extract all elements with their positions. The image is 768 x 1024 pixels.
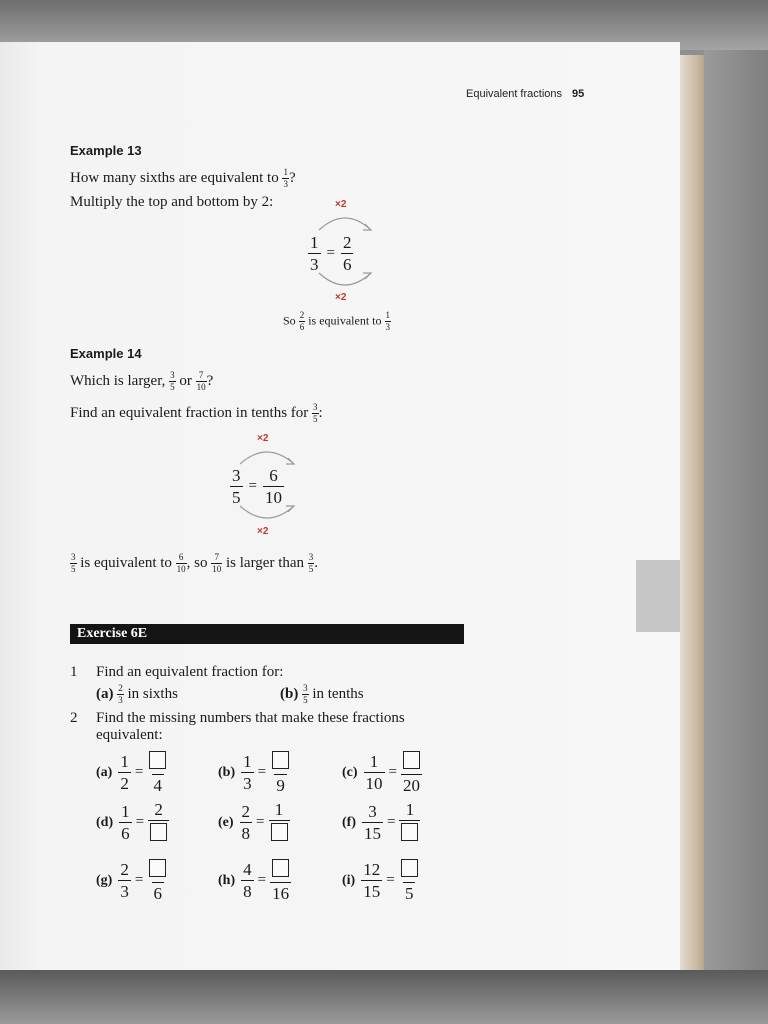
item-label: (i) xyxy=(342,872,356,888)
chapter-thumb-tab xyxy=(636,560,680,632)
example-14-title: Example 14 xyxy=(70,346,142,361)
answer-fraction: 16 xyxy=(270,859,291,902)
item-label: (a) xyxy=(96,764,113,780)
multiply-arrow-top xyxy=(313,212,377,232)
multiply-arrow-bottom xyxy=(313,271,377,291)
answer-fraction: 1 xyxy=(269,801,290,844)
fraction: $\frac{7}{10}$ xyxy=(212,552,222,574)
question-1a: (a) $\frac{2}{3}$ in sixths xyxy=(96,683,178,705)
given-fraction: $\frac{1}{2}$ xyxy=(120,752,129,793)
equals-sign: = xyxy=(134,872,144,888)
question-1-number: 1 xyxy=(70,664,78,680)
fraction: $\frac{3}{5}$ xyxy=(71,552,76,574)
answer-fraction: 6 xyxy=(147,859,168,902)
answer-box xyxy=(401,859,418,877)
equals-sign: = xyxy=(257,872,267,888)
answer-box xyxy=(149,859,166,877)
item-label: (d) xyxy=(96,814,114,830)
equals-sign: = xyxy=(135,814,145,830)
answer-box xyxy=(149,751,166,769)
book-page-edge xyxy=(680,55,704,970)
example-13-conclusion: So $\frac{2}{6}$ is equivalent to $\frac{1}{3}$ xyxy=(283,310,391,332)
answer-fraction: 20 xyxy=(401,751,422,794)
multiplier-bottom-label: ×2 xyxy=(335,292,347,303)
scan-background-right xyxy=(704,50,768,970)
example-14-equation: $\frac{3}{5}$ = $\frac{6}{10}$ xyxy=(232,466,282,507)
question-2-number: 2 xyxy=(70,710,78,726)
answer-box xyxy=(272,859,289,877)
question-2-item xyxy=(342,859,420,902)
exercise-title-bar: Exercise 6E xyxy=(70,624,464,644)
item-label: (g) xyxy=(96,872,113,888)
answer-fraction: 1 xyxy=(399,801,420,844)
item-label: (h) xyxy=(218,872,236,888)
multiplier-top-label: ×2 xyxy=(335,199,347,210)
answer-box xyxy=(150,823,167,841)
answer-fraction: 9 xyxy=(270,751,291,794)
equals-sign: = xyxy=(257,764,267,780)
equals-sign: = xyxy=(388,764,398,780)
fraction: $\frac{6}{10}$ xyxy=(264,466,282,507)
item-label: (f) xyxy=(342,814,356,830)
multiply-arrow-bottom xyxy=(234,504,300,524)
given-fraction: $\frac{3}{15}$ xyxy=(364,802,381,843)
item-label: (e) xyxy=(218,814,234,830)
given-fraction: $\frac{2}{8}$ xyxy=(241,802,251,843)
question-1b: (b) $\frac{3}{5}$ in tenths xyxy=(280,683,364,705)
question-1-text: Find an equivalent fraction for: xyxy=(96,664,284,680)
example-14-conclusion: $\frac{3}{5}$ is equivalent to $\frac{6}{10}$ , so $\frac{7}{10}$ is larger than $\frac{3}{5}$ . xyxy=(71,552,319,574)
equals-sign: = xyxy=(387,814,396,830)
question-2-item xyxy=(218,859,291,902)
answer-fraction: 4 xyxy=(147,751,168,794)
given-fraction: $\frac{2}{3}$ xyxy=(120,860,129,901)
page-number: 95 xyxy=(572,88,585,100)
fraction: $\frac{3}{5}$ xyxy=(232,466,241,507)
given-fraction: $\frac{4}{8}$ xyxy=(243,860,252,901)
question-2-item xyxy=(218,751,291,794)
question-2-item xyxy=(96,859,168,902)
question-2-item xyxy=(342,751,422,794)
question-2-item xyxy=(96,801,169,844)
fraction: $\frac{2}{6}$ xyxy=(342,233,352,274)
fraction: $\frac{3}{5}$ xyxy=(313,402,318,424)
fraction: $\frac{3}{5}$ xyxy=(308,552,314,574)
equals-sign: = xyxy=(386,872,395,888)
fraction: $\frac{1}{3}$ xyxy=(385,310,391,332)
header-title: Equivalent fractions xyxy=(466,88,562,100)
example-13-question: How many sixths are equivalent to $\frac{1}{3}$ ? xyxy=(70,167,296,189)
given-fraction: $\frac{1}{10}$ xyxy=(365,752,383,793)
given-fraction: $\frac{1}{3}$ xyxy=(243,752,252,793)
equals-sign: = xyxy=(134,764,144,780)
fraction: $\frac{1}{3}$ xyxy=(283,167,288,189)
fraction: $\frac{6}{10}$ xyxy=(176,552,186,574)
answer-box xyxy=(403,751,420,769)
answer-fraction: 2 xyxy=(148,801,169,844)
example-13-equation: $\frac{1}{3}$ = $\frac{2}{6}$ xyxy=(310,233,352,274)
answer-box xyxy=(401,823,418,841)
question-2-text-line2: equivalent: xyxy=(96,727,163,743)
multiplier-top-label: ×2 xyxy=(257,433,269,444)
given-fraction: $\frac{12}{15}$ xyxy=(363,860,381,901)
question-2-item xyxy=(96,751,168,794)
given-fraction: $\frac{1}{6}$ xyxy=(121,802,130,843)
item-label: (c) xyxy=(342,764,358,780)
fraction: $\frac{3}{5}$ xyxy=(303,683,308,705)
example-13-instruction: Multiply the top and bottom by 2: xyxy=(70,194,274,210)
question-2-item xyxy=(218,801,290,844)
scan-background-bottom xyxy=(0,970,768,1024)
item-label: (b) xyxy=(218,764,236,780)
example-13-title: Example 13 xyxy=(70,143,142,158)
fraction: $\frac{1}{3}$ xyxy=(310,233,319,274)
multiplier-bottom-label: ×2 xyxy=(257,526,269,537)
running-header xyxy=(466,88,584,100)
fraction: $\frac{2}{3}$ xyxy=(118,683,123,705)
answer-box xyxy=(271,823,288,841)
question-2-item xyxy=(342,801,420,844)
example-14-instruction: Find an equivalent fraction in tenths for $\frac{3}{5}$ : xyxy=(70,402,323,424)
answer-box xyxy=(272,751,289,769)
multiply-arrow-top xyxy=(234,446,300,466)
example-14-question: Which is larger, $\frac{3}{5}$ or $\frac{7}{10}$ ? xyxy=(70,370,214,392)
equals-sign: = xyxy=(256,814,265,830)
fraction: $\frac{3}{5}$ xyxy=(170,370,175,392)
fraction: $\frac{2}{6}$ xyxy=(299,310,305,332)
fraction: $\frac{7}{10}$ xyxy=(196,370,206,392)
question-2-text-line1: Find the missing numbers that make these fractions xyxy=(96,710,405,726)
answer-fraction: 5 xyxy=(399,859,420,902)
